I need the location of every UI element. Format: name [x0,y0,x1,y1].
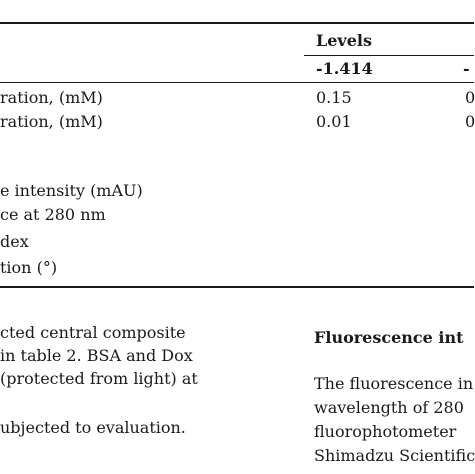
body-text-line: (protected from light) at [0,369,198,388]
table-row-label: ration, (mM) [0,88,103,107]
level-header-b: - [463,59,470,78]
table-top-rule [0,22,474,24]
table-bottom-rule [0,286,474,288]
body-text-line: fluorophotometer [314,422,457,441]
table-row-label: tion (°) [0,258,58,277]
body-text-line: Shimadzu Scientific [314,446,475,465]
table-cell: 0 [465,112,475,131]
body-text-line: wavelength of 280 [314,398,464,417]
table-cell: 0.01 [316,112,352,131]
levels-header: Levels [316,31,372,50]
table-header-rule [0,82,474,83]
table-cell: 0.15 [316,88,352,107]
table-row-label: ration, (mM) [0,112,103,131]
section-heading: Fluorescence int [314,328,464,347]
levels-underline-rule [304,55,474,56]
body-text-line: in table 2. BSA and Dox [0,346,193,365]
table-row-label: e intensity (mAU) [0,181,143,200]
body-text-line: cted central composite [0,323,186,342]
table-cell: 0 [465,88,475,107]
body-text-line: ubjected to evaluation. [0,418,186,437]
table-row-label: dex [0,232,29,251]
table-row-label: ce at 280 nm [0,205,106,224]
level-header-a: -1.414 [316,59,373,78]
body-text-line: The fluorescence in [314,374,474,393]
